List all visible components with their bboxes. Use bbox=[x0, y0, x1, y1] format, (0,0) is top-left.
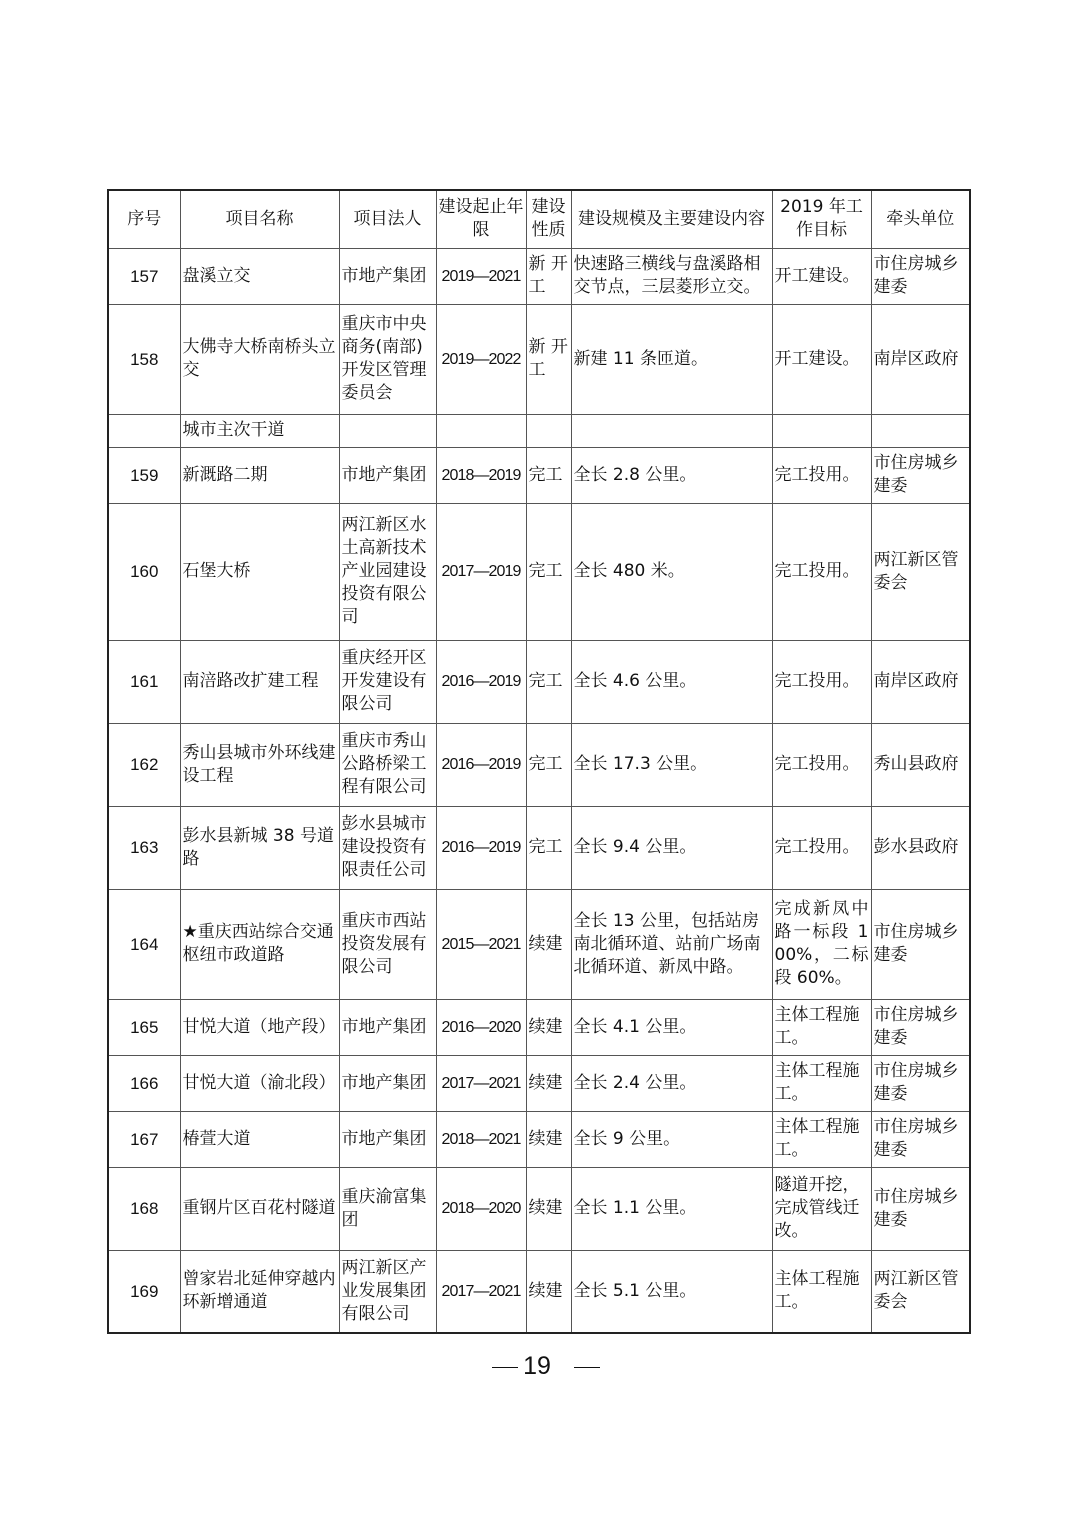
page-number-dash-right bbox=[574, 1367, 600, 1368]
cell-lead-unit: 秀山县政府 bbox=[871, 723, 970, 806]
cell-legal-entity: 市地产集团 bbox=[339, 1111, 436, 1167]
cell-years: 2015—2021 bbox=[436, 889, 526, 999]
cell-no: 158 bbox=[108, 304, 180, 414]
cell-lead-unit: 两江新区管委会 bbox=[871, 1250, 970, 1333]
header-scope: 建设规模及主要建设内容 bbox=[571, 190, 772, 248]
table-row bbox=[108, 414, 970, 447]
cell-years: 2016—2019 bbox=[436, 640, 526, 723]
cell-nature: 完工 bbox=[526, 447, 571, 503]
cell-target bbox=[772, 414, 871, 447]
cell-project-name: 大佛寺大桥南桥头立交 bbox=[180, 304, 339, 414]
cell-scope: 全长 2.8 公里。 bbox=[571, 447, 772, 503]
table-row bbox=[108, 1111, 970, 1167]
cell-lead-unit: 市住房城乡建委 bbox=[871, 1111, 970, 1167]
cell-project-name: 甘悦大道（地产段） bbox=[180, 999, 339, 1055]
cell-lead-unit: 市住房城乡建委 bbox=[871, 248, 970, 304]
cell-lead-unit: 南岸区政府 bbox=[871, 640, 970, 723]
table-row bbox=[108, 248, 970, 304]
cell-years: 2016—2019 bbox=[436, 806, 526, 889]
cell-scope: 全长 9.4 公里。 bbox=[571, 806, 772, 889]
table-row bbox=[108, 1055, 970, 1111]
cell-no bbox=[108, 414, 180, 447]
cell-nature: 新 开工 bbox=[526, 248, 571, 304]
cell-scope bbox=[571, 414, 772, 447]
table-row bbox=[108, 1250, 970, 1333]
cell-target: 开工建设。 bbox=[772, 248, 871, 304]
header-target: 2019 年工作目标 bbox=[772, 190, 871, 248]
cell-target: 完工投用。 bbox=[772, 640, 871, 723]
table-row bbox=[108, 723, 970, 806]
cell-nature: 新 开工 bbox=[526, 304, 571, 414]
cell-nature: 续建 bbox=[526, 889, 571, 999]
cell-legal-entity: 市地产集团 bbox=[339, 999, 436, 1055]
cell-project-name: 彭水县新城 38 号道路 bbox=[180, 806, 339, 889]
cell-lead-unit: 市住房城乡建委 bbox=[871, 447, 970, 503]
cell-no: 168 bbox=[108, 1167, 180, 1250]
header-nature: 建设性质 bbox=[526, 190, 571, 248]
cell-scope: 全长 480 米。 bbox=[571, 503, 772, 640]
cell-years: 2017—2021 bbox=[436, 1055, 526, 1111]
cell-target: 完工投用。 bbox=[772, 503, 871, 640]
cell-lead-unit: 市住房城乡建委 bbox=[871, 889, 970, 999]
cell-project-name: 南涪路改扩建工程 bbox=[180, 640, 339, 723]
cell-target: 完工投用。 bbox=[772, 447, 871, 503]
cell-no: 159 bbox=[108, 447, 180, 503]
cell-lead-unit: 两江新区管委会 bbox=[871, 503, 970, 640]
cell-no: 166 bbox=[108, 1055, 180, 1111]
cell-nature: 完工 bbox=[526, 723, 571, 806]
cell-lead-unit: 南岸区政府 bbox=[871, 304, 970, 414]
cell-years: 2018—2021 bbox=[436, 1111, 526, 1167]
cell-project-name: 椿萱大道 bbox=[180, 1111, 339, 1167]
table-row bbox=[108, 806, 970, 889]
cell-legal-entity: 市地产集团 bbox=[339, 447, 436, 503]
table-row bbox=[108, 447, 970, 503]
table-row bbox=[108, 640, 970, 723]
cell-no: 169 bbox=[108, 1250, 180, 1333]
table-row bbox=[108, 889, 970, 999]
cell-scope: 全长 5.1 公里。 bbox=[571, 1250, 772, 1333]
cell-years: 2016—2020 bbox=[436, 999, 526, 1055]
cell-no: 167 bbox=[108, 1111, 180, 1167]
cell-no: 164 bbox=[108, 889, 180, 999]
cell-legal-entity: 重庆经开区开发建设有限公司 bbox=[339, 640, 436, 723]
header-no: 序号 bbox=[108, 190, 180, 248]
cell-no: 157 bbox=[108, 248, 180, 304]
cell-nature: 续建 bbox=[526, 1111, 571, 1167]
cell-target: 主体工程施工。 bbox=[772, 1055, 871, 1111]
cell-years bbox=[436, 414, 526, 447]
table-row bbox=[108, 999, 970, 1055]
cell-nature: 完工 bbox=[526, 640, 571, 723]
table-row bbox=[108, 1167, 970, 1250]
header-years: 建设起止年限 bbox=[436, 190, 526, 248]
cell-scope: 全长 2.4 公里。 bbox=[571, 1055, 772, 1111]
header-lead: 牵头单位 bbox=[871, 190, 970, 248]
cell-nature: 完工 bbox=[526, 503, 571, 640]
table-row bbox=[108, 304, 970, 414]
header-row bbox=[108, 190, 970, 248]
cell-lead-unit bbox=[871, 414, 970, 447]
cell-project-name: 秀山县城市外环线建设工程 bbox=[180, 723, 339, 806]
cell-legal-entity: 市地产集团 bbox=[339, 1055, 436, 1111]
cell-years: 2017—2021 bbox=[436, 1250, 526, 1333]
cell-project-name: 石堡大桥 bbox=[180, 503, 339, 640]
cell-target: 完成新凤中路一标段 100%，二标段 60%。 bbox=[772, 889, 871, 999]
cell-scope: 快速路三横线与盘溪路相交节点，三层菱形立交。 bbox=[571, 248, 772, 304]
cell-target: 主体工程施工。 bbox=[772, 999, 871, 1055]
cell-no: 163 bbox=[108, 806, 180, 889]
cell-years: 2018—2020 bbox=[436, 1167, 526, 1250]
table-row bbox=[108, 503, 970, 640]
header-legal: 项目法人 bbox=[339, 190, 436, 248]
cell-scope: 全长 13 公里，包括站房南北循环道、站前广场南北循环道、新凤中路。 bbox=[571, 889, 772, 999]
cell-target: 开工建设。 bbox=[772, 304, 871, 414]
cell-project-name: ★重庆西站综合交通枢纽市政道路 bbox=[180, 889, 339, 999]
cell-target: 完工投用。 bbox=[772, 806, 871, 889]
cell-target: 主体工程施工。 bbox=[772, 1111, 871, 1167]
cell-nature: 续建 bbox=[526, 999, 571, 1055]
cell-years: 2017—2019 bbox=[436, 503, 526, 640]
cell-target: 主体工程施工。 bbox=[772, 1250, 871, 1333]
cell-no: 160 bbox=[108, 503, 180, 640]
cell-no: 165 bbox=[108, 999, 180, 1055]
page-number: 19 bbox=[0, 1352, 1074, 1381]
cell-legal-entity bbox=[339, 414, 436, 447]
cell-years: 2019—2022 bbox=[436, 304, 526, 414]
header-name: 项目名称 bbox=[180, 190, 339, 248]
cell-project-name: 曾家岩北延伸穿越内环新增通道 bbox=[180, 1250, 339, 1333]
cell-legal-entity: 彭水县城市建设投资有限责任公司 bbox=[339, 806, 436, 889]
cell-legal-entity: 重庆渝富集团 bbox=[339, 1167, 436, 1250]
cell-legal-entity: 两江新区水土高新技术产业园建设投资有限公司 bbox=[339, 503, 436, 640]
cell-scope: 全长 17.3 公里。 bbox=[571, 723, 772, 806]
cell-legal-entity: 重庆市秀山公路桥梁工程有限公司 bbox=[339, 723, 436, 806]
cell-lead-unit: 市住房城乡建委 bbox=[871, 1055, 970, 1111]
cell-scope: 全长 9 公里。 bbox=[571, 1111, 772, 1167]
cell-target: 隧道开挖，完成管线迁改。 bbox=[772, 1167, 871, 1250]
cell-years: 2019—2021 bbox=[436, 248, 526, 304]
cell-nature bbox=[526, 414, 571, 447]
cell-project-name: 新溉路二期 bbox=[180, 447, 339, 503]
cell-legal-entity: 市地产集团 bbox=[339, 248, 436, 304]
cell-nature: 续建 bbox=[526, 1167, 571, 1250]
cell-no: 161 bbox=[108, 640, 180, 723]
cell-scope: 全长 4.6 公里。 bbox=[571, 640, 772, 723]
cell-years: 2018—2019 bbox=[436, 447, 526, 503]
cell-target: 完工投用。 bbox=[772, 723, 871, 806]
cell-scope: 全长 4.1 公里。 bbox=[571, 999, 772, 1055]
cell-years: 2016—2019 bbox=[436, 723, 526, 806]
page-number-dash-left bbox=[492, 1367, 518, 1368]
cell-lead-unit: 市住房城乡建委 bbox=[871, 1167, 970, 1250]
cell-nature: 续建 bbox=[526, 1055, 571, 1111]
cell-no: 162 bbox=[108, 723, 180, 806]
cell-legal-entity: 两江新区产业发展集团有限公司 bbox=[339, 1250, 436, 1333]
cell-project-name: 甘悦大道（渝北段） bbox=[180, 1055, 339, 1111]
cell-scope: 新建 11 条匝道。 bbox=[571, 304, 772, 414]
cell-project-name: 重钢片区百花村隧道 bbox=[180, 1167, 339, 1250]
cell-nature: 完工 bbox=[526, 806, 571, 889]
cell-project-name: 盘溪立交 bbox=[180, 248, 339, 304]
project-table bbox=[107, 189, 971, 1334]
cell-lead-unit: 市住房城乡建委 bbox=[871, 999, 970, 1055]
cell-legal-entity: 重庆市西站投资发展有限公司 bbox=[339, 889, 436, 999]
cell-scope: 全长 1.1 公里。 bbox=[571, 1167, 772, 1250]
cell-lead-unit: 彭水县政府 bbox=[871, 806, 970, 889]
cell-nature: 续建 bbox=[526, 1250, 571, 1333]
cell-project-name: 城市主次干道 bbox=[180, 414, 339, 447]
cell-legal-entity: 重庆市中央商务(南部)开发区管理委员会 bbox=[339, 304, 436, 414]
